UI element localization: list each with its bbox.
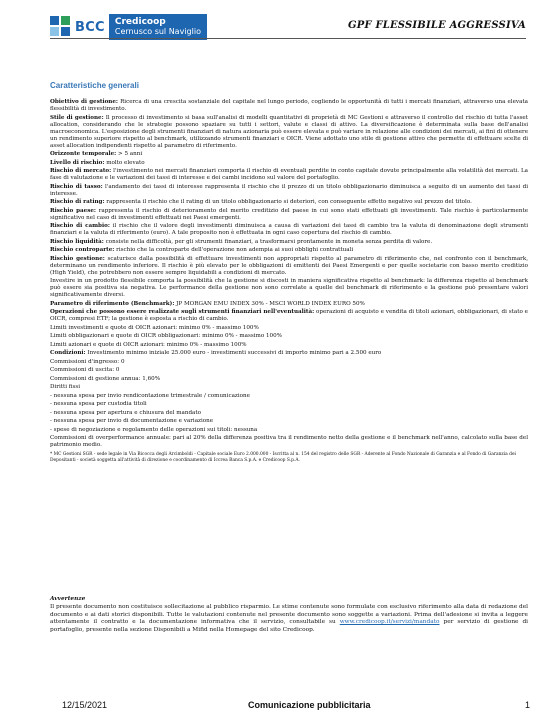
paragraph (50, 359, 528, 366)
paragraph (50, 301, 528, 308)
paragraph-text: scaturisce dalla possibilità di effettuare investimenti non appropriati rispetto al parametro di riferimento che, nel confronto con il benchmark, determinano un rendimento inferiore. Il rischio è più elevato per le obbligazioni di emittenti dei Paesi Emergenti e per quelle societarie con basso merito creditizio (High Yield), che potrebbero non essere sempre liquidabili a condizioni di mercato. (50, 255, 529, 276)
paragraph (50, 239, 528, 246)
paragraph-label: Condizioni: (50, 350, 86, 356)
paragraph-text: rischio che la controparte dell'operazione non adempia ai suoi obblighi contrattuali (116, 247, 354, 253)
paragraph-text: Commissioni d'ingresso: 0 (50, 358, 125, 365)
paragraph-text: consiste nella difficoltà, per gli strumenti finanziari, a trasformarsi prontamente in moneta senza perdita di valore. (105, 238, 433, 245)
paragraph (50, 393, 528, 400)
section-title: Caratteristiche generali (50, 81, 139, 90)
paragraph-label: Rischio di tasso: (50, 183, 103, 190)
paragraph-text: - nessuna spesa per invio di documentazione e variazione (50, 418, 214, 424)
paragraph (50, 418, 528, 425)
paragraph-text: Commissioni di overperformance annuale: pari al 20% della differenza positiva tra il rendimento netto della gestione e il benchmark nell'anno, calcolato sulla base del patrimonio medio. (50, 435, 528, 448)
avvertenze-link[interactable]: www.credicoop.it/servizi/mandato (339, 619, 440, 626)
paragraph (50, 333, 528, 340)
paragraph-text: Diritti fissi (50, 384, 81, 390)
bank-name-box (109, 14, 207, 40)
paragraph (50, 350, 528, 357)
avvertenze-body (50, 604, 528, 634)
paragraph-label: Operazioni che possono essere realizzate sugli strumenti finanziari nell'eventualità: (50, 309, 315, 315)
paragraph-text: - nessuna spesa per apertura e chiusura del mandato (50, 409, 201, 416)
paragraph (50, 223, 528, 237)
paragraph-label: Rischio di rating: (50, 199, 105, 205)
logo-bcc-text: BCC (75, 19, 105, 35)
paragraph-text: Investimento minimo iniziale 25.000 euro - investimenti successivi di importo minimo pari a 2.500 euro (87, 350, 382, 356)
paragraph (50, 160, 528, 167)
avvertenze-text-after: per servizio di gestione di portafoglio, presente nella sezione Disponibili a Mifid nella Homepage del sito Credicoop. (50, 619, 529, 633)
bcc-logo-mark-icon (50, 16, 72, 38)
paragraph-label: Obiettivo di gestione: (50, 99, 118, 105)
paragraph-label: Rischio controparte: (50, 247, 115, 253)
main-content (50, 82, 528, 463)
paragraph (50, 342, 528, 349)
paragraph-text: rappresenta il rischio di deterioramento del merito creditizio del paese in cui sono stati effettuati gli investimenti. Tale rischio è particolarmente significativo nel caso di investimenti effettuati nei Paesi emergenti. (50, 207, 529, 221)
paragraph-text: Commissioni di gestione annua: 1,60% (50, 375, 161, 382)
paragraph (50, 208, 528, 222)
paragraph (50, 184, 528, 198)
paragraph-text: Commissioni di uscita: 0 (50, 367, 120, 373)
page-footer (62, 700, 530, 712)
paragraph (50, 99, 528, 113)
paragraph-text: Il processo di investimento si basa sull'analisi di modelli quantitativi di proprietà di MC Gestioni e attraverso il controllo del rischio di tutta l'asset allocation, considerando che le strategie possono spaziare su tutti i settori, valute e classi di attivo. La diversificazione è determinata sulla base dell'analisi macroeconomica. L'esposizione degli strumenti finanziari di natura azionaria può essere elevata e può variare in relazione alle condizioni dei mercati, ai fini di ottenere un rendimento superiore rispetto al benchmark, utilizzando strumenti finanziari e OICR. Viene adottato uno stile di gestione attivo che permette di effettuare scelte di asset allocation indipendenti rispetto al parametro di riferimento. (50, 114, 528, 149)
paragraph-label: Rischio di mercato: (50, 168, 112, 174)
paragraph-label: Stile di gestione: (50, 114, 104, 121)
paragraph (50, 325, 528, 332)
paragraph (50, 247, 528, 254)
paragraph (50, 278, 528, 299)
paragraph (50, 199, 528, 206)
page-header (0, 0, 540, 70)
paragraph (50, 309, 528, 323)
paragraph-label: Rischio paese: (50, 207, 96, 214)
bank-name-line2: Cernusco sul Naviglio (114, 27, 201, 36)
paragraph-text: Limiti azionari e quote di OICR azionari: minimo 0% - massimo 100% (50, 341, 247, 348)
paragraph-text: - nessuna spesa per invio rendicontazione trimestrale / comunicazione (50, 392, 250, 399)
paragraph (50, 115, 528, 150)
paragraph-text: JP MORGAN EMU INDEX 30% - MSCI WORLD INDEX EURO 50% (176, 300, 365, 307)
paragraph-text: - spese di negoziazione e regolamento delle operazioni sui titoli: nessuna (50, 426, 258, 433)
paragraph-list (50, 99, 528, 449)
paragraph-text: - nessuna spesa per custodia titoli (50, 401, 147, 407)
paragraph (50, 427, 528, 434)
bank-name-line1: Credicoop (114, 17, 166, 27)
paragraph-text: Limiti investimenti e quote di OICR azionari: minimo 0% - massimo 100% (50, 324, 259, 331)
paragraph-text: l'investimento nei mercati finanziari comporta il rischio di eventuali perdite in conto capitale dovute principalmente alla volatilità dei mercati. La fase di valutazione e le variazioni dei tassi di interesse e dei cambi incidono sul valore del portafoglio. (50, 168, 528, 181)
paragraph (50, 151, 528, 158)
paragraph-label: Rischio gestione: (50, 255, 105, 262)
paragraph-text: Investire in un prodotto flessibile comporta la possibilità che la gestione si discosti in maniera significativa rispetto al benchmark: la differenza rispetto al benchmark può essere sia positiva sia negativa. Le performance della gestione non sono correlate a quelle del benchmark di riferimento e la gestione può presentare valori significativamente diversi. (50, 278, 528, 298)
paragraph (50, 168, 528, 182)
bank-logo[interactable] (50, 14, 207, 40)
paragraph-label: Orizzonte temporale: (50, 151, 117, 157)
paragraph-text: molto elevato (106, 159, 145, 166)
page-number: 1 (524, 700, 530, 710)
paragraph-text: rappresenta il rischio che il rating di un titolo obbligazionario si deteriori, con conseguente effetto negativo sul prezzo del titolo. (106, 199, 472, 205)
paragraph-text: il rischio che il valore degli investimenti diminuisca a causa di variazioni dei tassi di cambio tra la valuta di denominazione degli strumenti finanziari e la valuta di riferimento (euro). A tale proposito non è effettuata in ogni caso copertura del rischio di cambio. (50, 223, 529, 236)
paragraph-text: > 5 anni (118, 151, 143, 157)
paragraph (50, 401, 528, 408)
paragraph-label: Rischio di cambio: (50, 223, 110, 229)
avvertenze-title: Avvertenze (50, 596, 86, 602)
paragraph-text: Limiti obbligazionari e quote di OICR obbligazionari: minimo 0% - massimo 100% (50, 333, 282, 339)
footer-date: 12/15/2021 (62, 700, 108, 710)
paragraph (50, 435, 528, 449)
header-divider (50, 38, 526, 39)
paragraph (50, 256, 528, 277)
footer-label: Comunicazione pubblicitaria (248, 700, 371, 710)
paragraph-text: operazioni di acquisto e vendita di titoli azionari, obbligazionari, di stato e OICR, compresi ETF; la gestione è esposta a rischio di cambio. (50, 309, 528, 322)
paragraph (50, 384, 528, 391)
paragraph-text: Ricerca di una crescita sostanziale del capitale nel lungo periodo, cogliendo le opportunità di tutti i mercati finanziari, attraverso una elevata flessibilità di investimento. (50, 99, 528, 112)
avvertenze-section (50, 596, 528, 634)
paragraph-label: Parametro di riferimento (Benchmark): (50, 300, 175, 307)
paragraph-text: l'andamento dei tassi di interesse rappresenta il rischio che il prezzo di un titolo obbligazionario diminuisca a seguito di un aumento dei tassi di interesse. (50, 183, 528, 197)
paragraph-label: Rischio liquidità: (50, 238, 104, 245)
paragraph-label: Livello di rischio: (50, 159, 105, 166)
footnote: * MC Gestioni SGR - sede legale in Via Bicocca degli Arcimboldi - Capitale sociale Euro 2.000.000 - Iscritta al n. 154 del registro delle SGR - Aderente al Fondo Nazionale di Garanzia e al Fondo di Garanzia dei Depositanti - società soggetta all'attività di direzione e coordinamento di Iccrea Banca S.p.A. e Credicoop S.p.A. (50, 452, 516, 463)
paragraph (50, 367, 528, 374)
paragraph (50, 410, 528, 417)
paragraph (50, 376, 528, 383)
document-title: GPF FLESSIBILE AGGRESSIVA (348, 20, 526, 31)
avvertenze-text-before: Il presente documento non costituisce sollecitazione al pubblico risparmio. Le stime contenute sono formulate con esclusivo riferimento alla data di redazione del documento e ai dati storici disponibili. Tutte le valutazioni contenute nel presente documento sono soggette a variazioni. Prima dell'adesione si invita a leggere attentamente il contratto e la documentazione informativa che il servizio, consultabile su (50, 604, 528, 626)
